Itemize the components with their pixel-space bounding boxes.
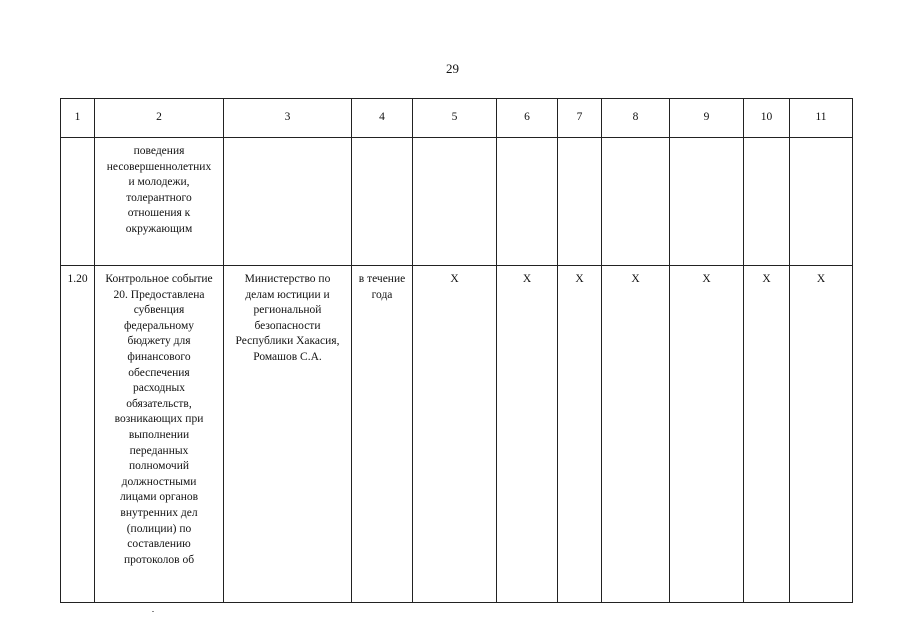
table-row bbox=[61, 138, 853, 266]
x-mark-cell: Х bbox=[790, 266, 853, 603]
x-mark-cell: Х bbox=[558, 266, 602, 603]
table-cell bbox=[497, 138, 558, 266]
table-cell bbox=[413, 138, 497, 266]
column-header: 9 bbox=[670, 99, 744, 138]
column-header: 5 bbox=[413, 99, 497, 138]
x-mark-cell: Х bbox=[413, 266, 497, 603]
column-header: 7 bbox=[558, 99, 602, 138]
responsible-cell: Министерство по делам юстиции и региональной безопасности Республики Хакасия, Ромашов С.А. bbox=[224, 266, 352, 603]
scan-artifact bbox=[152, 611, 154, 612]
column-header: 3 bbox=[224, 99, 352, 138]
table-header-row bbox=[61, 99, 853, 138]
page-number: 29 bbox=[446, 61, 459, 76]
x-mark-cell: Х bbox=[497, 266, 558, 603]
row-number-cell: 1.20 bbox=[61, 266, 95, 603]
column-header: 1 bbox=[61, 99, 95, 138]
x-mark-cell: Х bbox=[670, 266, 744, 603]
x-mark-cell: Х bbox=[744, 266, 790, 603]
event-description-cell: поведения несовершеннолетних и молодежи, толерантного отношения к окружающим bbox=[95, 138, 224, 266]
x-mark-cell: Х bbox=[602, 266, 670, 603]
column-header: 11 bbox=[790, 99, 853, 138]
column-header: 4 bbox=[352, 99, 413, 138]
responsible-cell bbox=[224, 138, 352, 266]
deadline-cell bbox=[352, 138, 413, 266]
table-cell bbox=[670, 138, 744, 266]
column-header: 6 bbox=[497, 99, 558, 138]
table-cell bbox=[744, 138, 790, 266]
table-cell bbox=[790, 138, 853, 266]
document-table bbox=[60, 98, 853, 603]
deadline-cell: в течение года bbox=[352, 266, 413, 603]
column-header: 8 bbox=[602, 99, 670, 138]
event-description-cell: Контрольное событие 20. Предоставлена субвенция федеральному бюджету для финансового обеспечения расходных обязательств, возникающих при выполнении переданных полномочий должностными лицами органов внутренних дел (полиции) по составлению протоколов об bbox=[95, 266, 224, 603]
table-cell bbox=[602, 138, 670, 266]
column-header: 10 bbox=[744, 99, 790, 138]
table-cell bbox=[558, 138, 602, 266]
table-row bbox=[61, 266, 853, 603]
column-header: 2 bbox=[95, 99, 224, 138]
row-number-cell bbox=[61, 138, 95, 266]
